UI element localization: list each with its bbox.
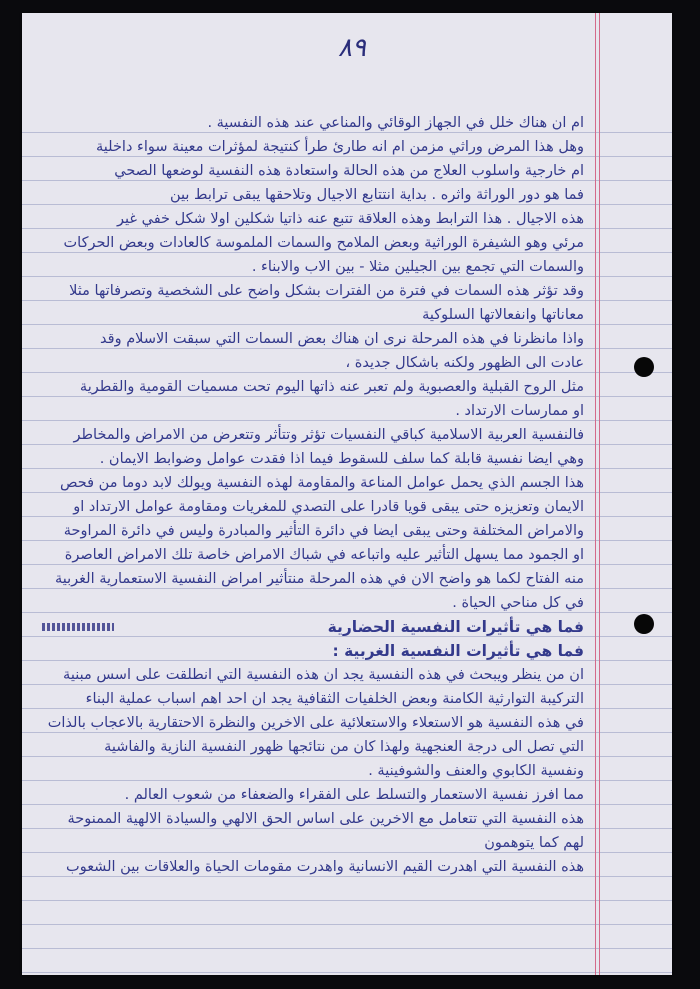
text-line: ان من ينظر ويبحث في هذه النفسية يجد ان هذه النفسية التي انطلقت على اسس مبنية [63, 667, 584, 683]
text-line: ام ان هناك خلل في الجهاز الوقائي والمناعي عند هذه النفسية . [207, 115, 584, 131]
text-line: هذا الجسم الذي يحمل عوامل المناعة والمقاومة لهذه النفسية ويولك لابد دوما من فحص [60, 475, 584, 491]
text-line: والسمات التي تجمع بين الجيلين مثلا - بين الاب والابناء . [251, 259, 584, 275]
text-line: او ممارسات الارتداد . [455, 403, 584, 419]
page-number: ٨٩ [338, 33, 366, 63]
text-line: التي تصل الى درجة العنجهية ولهذا كان من نتائجها ظهور النفسية النازية والفاشية [104, 739, 584, 755]
text-line: في كل مناحي الحياة . [452, 595, 584, 611]
text-line: وهل هذا المرض وراثي مزمن ام انه طارئ طرأ كنتيجة لمؤثرات معينة سواء داخلية [96, 139, 584, 155]
text-line: وقد تؤثر هذه السمات في فترة من الفترات بشكل واضح على الشخصية وتصرفاتها مثلا [69, 283, 584, 299]
text-line: او الجمود مما يسهل التأثير عليه واتباعه في شباك الامراض خاصة تلك الامراض العاصرة [64, 547, 584, 563]
text-line: فما هو دور الوراثة واثره . بداية انتتابع الاجيال وتلاحقها يبقى ترابط بين [170, 187, 584, 203]
text-line: هذه الاجيال . هذا الترابط وهذه العلاقة تتبع عنه ذاتيا شكلين اولا شكل خفي غير [117, 211, 584, 227]
text-line: لهم كما يتوهمون [484, 835, 584, 851]
punch-hole [634, 357, 654, 377]
text-line: الايمان وتعزيزه حتى يبقى قويا قادرا على التصدي للمغريات ومقاومة عوامل الارتداد او [73, 499, 584, 515]
text-line: هذه النفسية التي تتعامل مع الاخرين على اساس الحق الالهي والسيادة الالهية الممنوحة [67, 811, 584, 827]
text-line: معاناتها وانفعالاتها السلوكية [422, 307, 584, 323]
text-line: عادت الى الظهور ولكنه باشكال جديدة ، [345, 355, 584, 371]
text-line: ونفسية الكابوي والعنف والشوفينية . [368, 763, 584, 779]
margin-line [599, 13, 600, 975]
section-heading: فما هي تأثيرات النفسية الغربية : [332, 642, 584, 660]
text-line: منه الفتاح لكما هو واضح الان في هذه المرحلة منتأثير امراض النفسية الاستعمارية الغربية [54, 571, 584, 587]
notebook-page [22, 13, 672, 975]
text-line: مما افرز نفسية الاستعمار والتسلط على الفقراء والضعفاء من شعوب العالم . [124, 787, 584, 803]
text-line: ام خارجية واسلوب العلاج من هذه الحالة واستعادة هذه النفسية لوضعها الصحي [114, 163, 584, 179]
text-line: وهي ايضا نفسية قابلة كما سلف للسقوط فيما اذا فقدت عوامل وضوابط الايمان . [99, 451, 584, 467]
text-line: فالنفسية العربية الاسلامية كباقي النفسيات تؤثر وتتأثر وتتعرض من الامراض والمخاطر [73, 427, 584, 443]
margin-line [595, 13, 596, 975]
text-line: مرئي وهو الشيفرة الوراثية وبعض الملامح والسمات الملموسة كالعادات وبعض الحركات [63, 235, 584, 251]
text-line: واذا مانظرنا في هذه المرحلة نرى ان هناك بعض السمات التي سبقت الاسلام وقد [100, 331, 584, 347]
text-line: في هذه النفسية هو الاستعلاء والاستعلائية على الاخرين والنظرة الاحتقارية بالاعجاب بالذات [47, 715, 584, 731]
text-line: التركيبة التوارثية الكامنة وبعض الخلفيات الثقافية يجد ان احد اهم اسباب عملية البناء [85, 691, 584, 707]
text-line: والامراض المختلفة وحتى يبقى ايضا في دائرة التأثير والمبادرة وليس في دائرة المراوحة [63, 523, 584, 539]
struck-heading: فما هي تأثيرات النفسية الحضارية [42, 616, 584, 640]
handwritten-text [42, 112, 584, 880]
punch-hole [634, 614, 654, 634]
text-line: هذه النفسية التي اهدرت القيم الانسانية واهدرت مقومات الحياة والعلاقات بين الشعوب [66, 859, 584, 875]
text-line: مثل الروح القبلية والعصبوية ولم تعبر عنه ذاتها اليوم تحت مسميات القومية والقطرية [79, 379, 584, 395]
